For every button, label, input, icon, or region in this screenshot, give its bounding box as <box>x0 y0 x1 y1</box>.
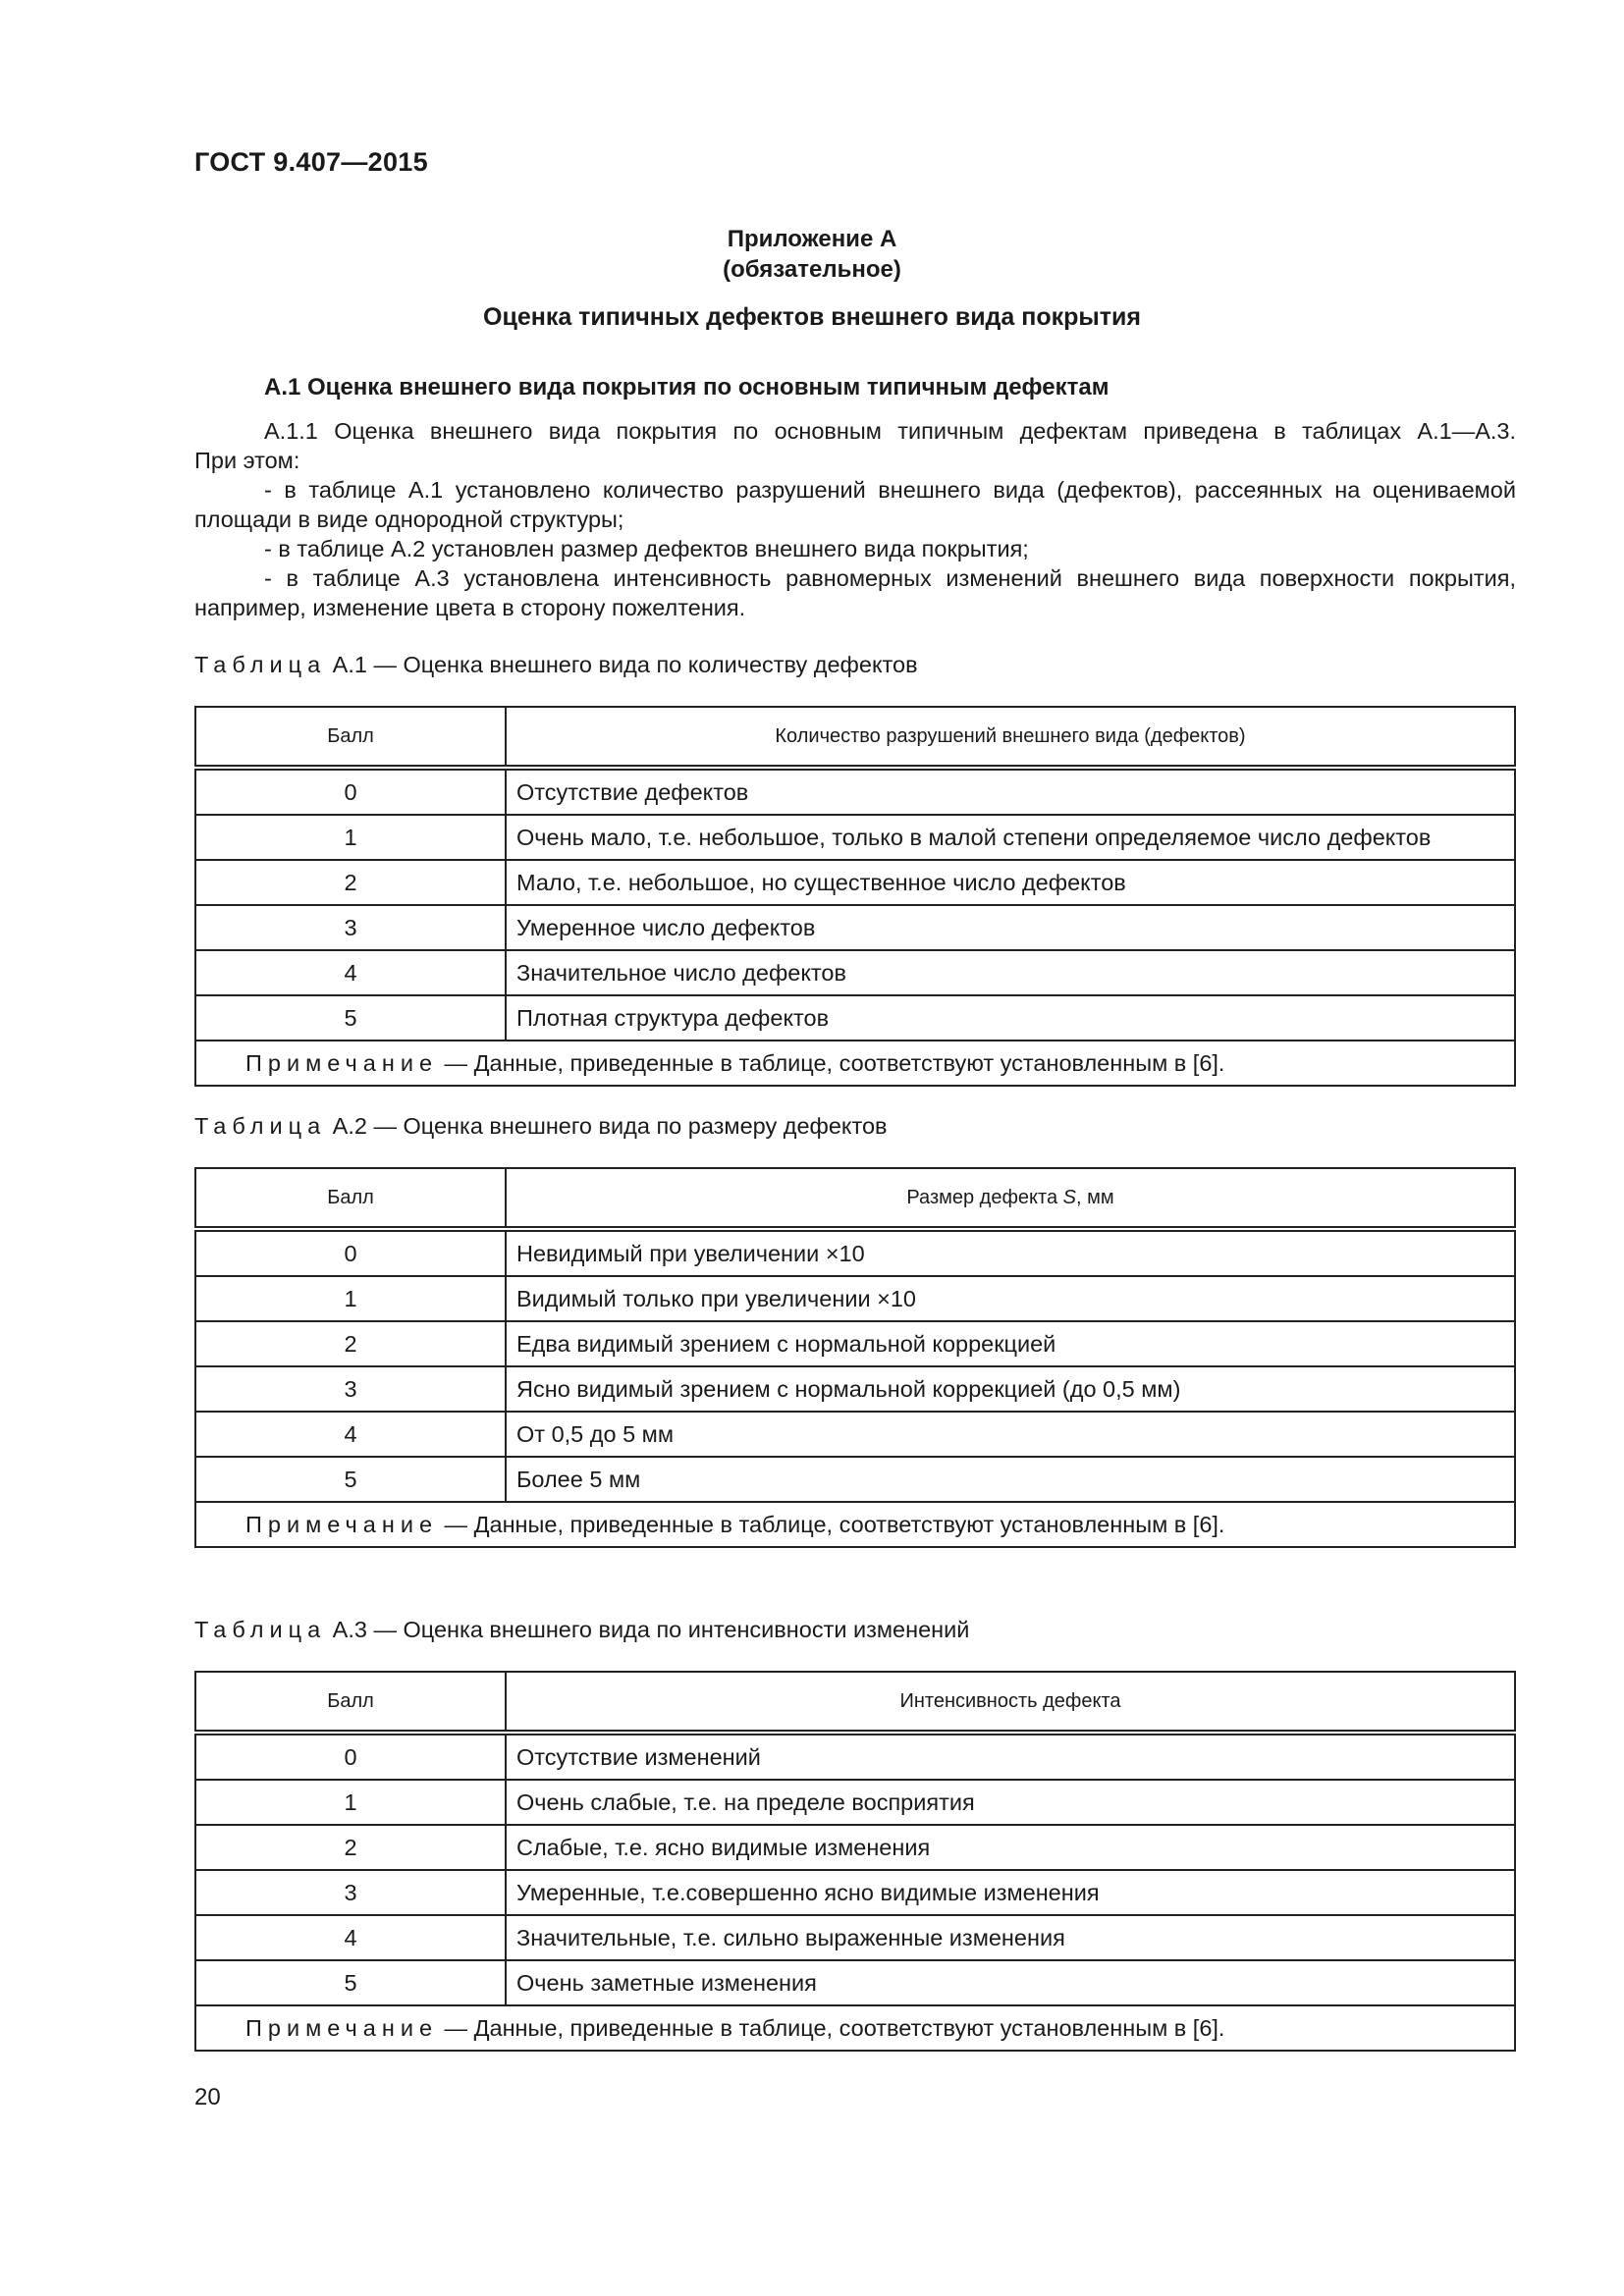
table-caption-text: А.1 — Оценка внешнего вида по количеству дефектов <box>326 652 918 677</box>
bullet-line: например, изменение цвета в сторону пожелтения. <box>194 595 746 620</box>
header-text: Размер дефекта <box>906 1186 1063 1208</box>
table-header-row <box>195 1168 1515 1229</box>
score-cell: 3 <box>195 905 506 950</box>
bullet-line: - в таблице А.2 установлен размер дефектов внешнего вида покрытия; <box>264 536 1029 561</box>
table-row <box>195 1321 1515 1366</box>
table-caption <box>194 652 918 678</box>
score-cell: 3 <box>195 1366 506 1412</box>
column-header-description: Количество разрушений внешнего вида (дефектов) <box>506 707 1515 768</box>
score-cell: 5 <box>195 1960 506 2005</box>
paragraph-line: А.1.1 Оценка внешнего вида покрытия по основным типичным дефектам приведена в таблицах А.1—А.3. <box>264 418 1516 444</box>
table-row <box>195 1780 1515 1825</box>
score-cell: 2 <box>195 1321 506 1366</box>
description-cell: Мало, т.е. небольшое, но существенное число дефектов <box>506 860 1515 905</box>
appendix-main-title: Оценка типичных дефектов внешнего вида покрытия <box>483 303 1141 331</box>
score-cell: 1 <box>195 1780 506 1825</box>
table-header-row <box>195 1672 1515 1733</box>
description-cell: Невидимый при увеличении ×10 <box>506 1229 1515 1276</box>
column-header-score: Балл <box>195 707 506 768</box>
note-label: Примечание <box>245 1511 439 1537</box>
description-cell: Очень слабые, т.е. на пределе восприятия <box>506 1780 1515 1825</box>
description-cell: Умеренное число дефектов <box>506 905 1515 950</box>
table-row <box>195 768 1515 815</box>
score-cell: 2 <box>195 860 506 905</box>
table-note-row <box>195 1041 1515 1086</box>
note-label: Примечание <box>245 1049 439 1076</box>
score-cell: 1 <box>195 815 506 860</box>
table-a2 <box>194 1167 1516 1548</box>
table-label: Таблица <box>194 1113 327 1139</box>
description-cell: Видимый только при увеличении ×10 <box>506 1276 1515 1321</box>
score-cell: 0 <box>195 1733 506 1780</box>
document-header: ГОСТ 9.407—2015 <box>194 147 428 177</box>
description-cell: Едва видимый зрением с нормальной коррекцией <box>506 1321 1515 1366</box>
column-header-description <box>506 1168 1515 1229</box>
section-body <box>194 416 1516 622</box>
header-variable: S <box>1062 1186 1076 1208</box>
description-cell: Умеренные, т.е.совершенно ясно видимые изменения <box>506 1870 1515 1915</box>
column-header-description: Интенсивность дефекта <box>506 1672 1515 1733</box>
table-row <box>195 1457 1515 1502</box>
note-text: — Данные, приведенные в таблице, соответствуют установленным в [6]. <box>438 1511 1225 1537</box>
table-row <box>195 1366 1515 1412</box>
header-unit: , мм <box>1075 1186 1114 1208</box>
table-note <box>195 1041 1515 1086</box>
description-cell: Значительное число дефектов <box>506 950 1515 995</box>
description-cell: Плотная структура дефектов <box>506 995 1515 1041</box>
table-row <box>195 1412 1515 1457</box>
table-a3 <box>194 1671 1516 2052</box>
page-number: 20 <box>194 2084 221 2110</box>
score-cell: 3 <box>195 1870 506 1915</box>
score-cell: 4 <box>195 1412 506 1457</box>
table-label: Таблица <box>194 1617 327 1642</box>
table-row <box>195 1960 1515 2005</box>
appendix-title: Приложение А <box>727 226 897 252</box>
table-caption-text: А.3 — Оценка внешнего вида по интенсивности изменений <box>326 1617 970 1642</box>
bullet-line: площади в виде однородной структуры; <box>194 507 624 532</box>
table-note <box>195 1502 1515 1547</box>
table-note <box>195 2005 1515 2051</box>
table-row <box>195 1870 1515 1915</box>
bullet-line: - в таблице А.1 установлено количество разрушений внешнего вида (дефектов), рассеянных на оцениваемой <box>264 477 1516 503</box>
table-row <box>195 1825 1515 1870</box>
table-note-row <box>195 2005 1515 2051</box>
table-note-row <box>195 1502 1515 1547</box>
score-cell: 1 <box>195 1276 506 1321</box>
description-cell: Более 5 мм <box>506 1457 1515 1502</box>
table-header-row <box>195 707 1515 768</box>
table-row <box>195 1229 1515 1276</box>
score-cell: 4 <box>195 950 506 995</box>
note-label: Примечание <box>245 2014 439 2041</box>
table-row <box>195 1915 1515 1960</box>
table-caption-text: А.2 — Оценка внешнего вида по размеру дефектов <box>326 1113 888 1139</box>
table-label: Таблица <box>194 652 327 677</box>
bullet-line: - в таблице А.3 установлена интенсивность равномерных изменений внешнего вида поверхности покрытия, <box>264 565 1516 591</box>
column-header-score: Балл <box>195 1672 506 1733</box>
score-cell: 4 <box>195 1915 506 1960</box>
description-cell: Ясно видимый зрением с нормальной коррекцией (до 0,5 мм) <box>506 1366 1515 1412</box>
description-cell: От 0,5 до 5 мм <box>506 1412 1515 1457</box>
description-cell: Отсутствие дефектов <box>506 768 1515 815</box>
table-row <box>195 1276 1515 1321</box>
score-cell: 0 <box>195 1229 506 1276</box>
note-text: — Данные, приведенные в таблице, соответствуют установленным в [6]. <box>438 1049 1225 1076</box>
table-row <box>195 905 1515 950</box>
table-row <box>195 860 1515 905</box>
score-cell: 5 <box>195 1457 506 1502</box>
description-cell: Очень заметные изменения <box>506 1960 1515 2005</box>
description-cell: Значительные, т.е. сильно выраженные изменения <box>506 1915 1515 1960</box>
table-row <box>195 815 1515 860</box>
paragraph-line: При этом: <box>194 448 300 473</box>
score-cell: 5 <box>195 995 506 1041</box>
score-cell: 2 <box>195 1825 506 1870</box>
table-row <box>195 950 1515 995</box>
table-a1 <box>194 706 1516 1087</box>
description-cell: Слабые, т.е. ясно видимые изменения <box>506 1825 1515 1870</box>
appendix-subtitle: (обязательное) <box>723 256 901 283</box>
section-heading: А.1 Оценка внешнего вида покрытия по основным типичным дефектам <box>264 374 1110 400</box>
score-cell: 0 <box>195 768 506 815</box>
table-row <box>195 1733 1515 1780</box>
table-caption <box>194 1617 969 1643</box>
description-cell: Отсутствие изменений <box>506 1733 1515 1780</box>
table-row <box>195 995 1515 1041</box>
note-text: — Данные, приведенные в таблице, соответствуют установленным в [6]. <box>438 2014 1225 2041</box>
table-caption <box>194 1113 888 1140</box>
column-header-score: Балл <box>195 1168 506 1229</box>
description-cell: Очень мало, т.е. небольшое, только в малой степени определяемое число дефектов <box>506 815 1515 860</box>
